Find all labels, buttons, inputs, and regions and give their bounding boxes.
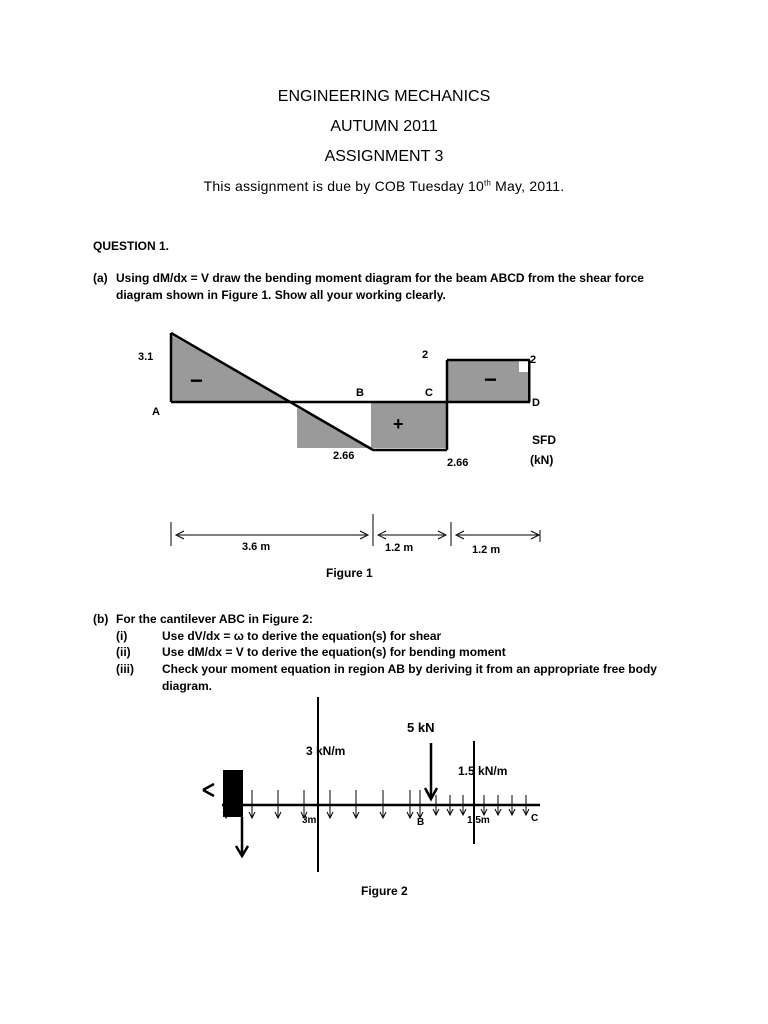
sfd-value-2-right: 2 (530, 354, 537, 366)
sfd-value-266-2: 2.66 (447, 457, 469, 469)
point-load-label: 5 kN (407, 720, 435, 735)
term-title: AUTUMN 2011 (330, 118, 438, 135)
reaction-force-arrow (236, 817, 248, 856)
part-b-item-3-text: Check your moment equation in region AB by deriving it from an appropriate free body (162, 662, 657, 676)
beam-label-c: C (531, 813, 539, 824)
part-a-marker: (a) (93, 271, 108, 285)
udl-label-1-5: 1.5 kN/m (458, 764, 508, 778)
figure-2-caption: Figure 2 (361, 884, 408, 898)
part-a-line2: diagram shown in Figure 1. Show all your working clearly. (116, 288, 446, 302)
beam-label-b: B (417, 817, 425, 828)
sfd-sign-plus: + (393, 414, 404, 434)
sfd-sign-minus-left: − (190, 368, 203, 393)
due-text-post: May, 2011. (491, 178, 565, 194)
dimension-1-5m: 1.5m (467, 815, 490, 826)
sfd-sign-minus-right: − (484, 367, 497, 392)
figure-1-caption: Figure 1 (326, 566, 373, 580)
due-text-pre: This assignment is due by COB Tuesday 10 (203, 178, 484, 194)
part-b-item-3-num: (iii) (116, 662, 134, 676)
udl-label-3: 3 kN/m (306, 744, 346, 758)
sfd-label-c: C (425, 387, 433, 399)
dimension-3-6m: 3.6 m (242, 541, 271, 553)
part-b-marker: (b) (93, 612, 109, 626)
part-b-intro: For the cantilever ABC in Figure 2: (116, 612, 313, 626)
assignment-title: ASSIGNMENT 3 (324, 148, 444, 165)
part-a-line1: Using dM/dx = V draw the bending moment diagram for the beam ABCD from the shear force (116, 271, 644, 285)
dimension-1-2m-bc: 1.2 m (385, 542, 414, 554)
sfd-label-b: B (356, 387, 364, 399)
due-superscript: th (484, 178, 492, 188)
dimension-3m: 3m (302, 815, 317, 826)
reaction-moment-arrow (203, 784, 214, 796)
sfd-label-d: D (532, 397, 540, 409)
point-load-arrow (425, 743, 437, 799)
sfd-value-a: 3.1 (138, 351, 154, 363)
course-title: ENGINEERING MECHANICS (277, 88, 491, 105)
sfd-units: (kN) (530, 453, 554, 467)
sfd-label-a: A (152, 406, 160, 418)
part-b-item-1-num: (i) (116, 629, 128, 643)
part-b-item-2-text: Use dM/dx = V to derive the equation(s) for bending moment (162, 645, 506, 659)
question-heading: QUESTION 1. (93, 239, 170, 253)
part-b-item-3-cont: diagram. (162, 679, 213, 693)
part-b-item-1-text: Use dV/dx = ω to derive the equation(s) for shear (162, 629, 442, 643)
part-b-item-2-num: (ii) (116, 645, 131, 659)
sfd-value-266-1: 2.66 (333, 450, 355, 462)
sfd-value-2-top: 2 (422, 349, 429, 361)
sfd-title: SFD (532, 433, 556, 447)
dimension-1-2m-cd: 1.2 m (472, 544, 501, 556)
